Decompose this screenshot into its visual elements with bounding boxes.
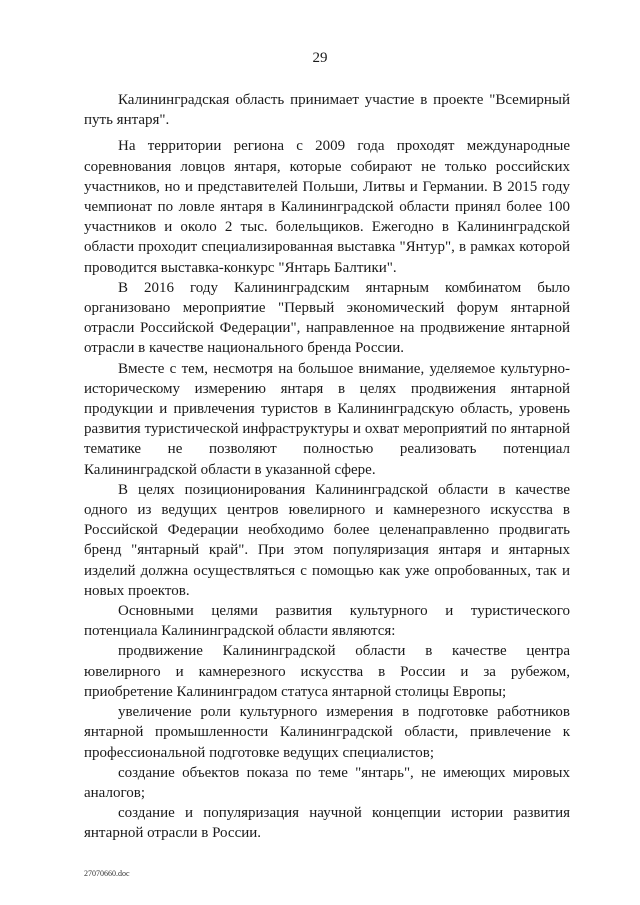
document-body (84, 90, 570, 844)
list-item: создание объектов показа по теме "янтарь", не имеющих мировых аналогов; (84, 764, 570, 801)
list-item: создание и популяризация научной концепции истории развития янтарной отрасли в России. (84, 805, 570, 842)
list-item: увеличение роли культурного измерения в подготовке работников янтарной промышленности Калининградской области, привлечение к профессиональной подготовке ведущих специалистов; (84, 704, 570, 761)
paragraph: Вместе с тем, несмотря на большое внимание, уделяемое культурно-историческому измерению янтаря в целях продвижения янтарной продукции и привлечения туристов в Калининградскую область, уровень развития туристической инфраструктуры и охват мероприятий по янтарной тематике не позволяют полностью реализовать потенциал Калининградской области в указанной сфере. (84, 360, 570, 478)
paragraph: Калининградская область принимает участие в проекте "Всемирный путь янтаря". (84, 92, 570, 129)
footer-filename: 27070660.doc (84, 869, 130, 878)
paragraph: В 2016 году Калининградским янтарным комбинатом было организовано мероприятие "Первый экономический форум янтарной отрасли Российской Федерации", направленное на продвижение янтарной отрасли в качестве национального бренда России. (84, 279, 570, 357)
page-number: 29 (312, 50, 328, 66)
paragraph: Основными целями развития культурного и туристического потенциала Калининградской области являются: (84, 603, 570, 640)
paragraph: На территории региона с 2009 года проходят международные соревнования ловцов янтаря, которые собирают не только российских участников, но и представителей Польши, Литвы и Германии. В 2015 году чемпионат по ловле янтаря в Калининградской области принял более 100 участников и около 2 тыс. болельщиков. Ежегодно в Калининградской области проходит специализированная выставка "Янтур", в рамках которой проводится выставка-конкурс "Янтарь Балтики". (84, 138, 570, 276)
paragraph: В целях позиционирования Калининградской области в качестве одного из ведущих центров ювелирного и камнерезного искусства в Российской Федерации необходимо более целенаправленно продвигать бренд "янтарный край". При этом популяризация янтаря и янтарных изделий должна осуществляться с помощью как уже опробованных, так и новых проектов. (84, 481, 570, 599)
list-item: продвижение Калининградской области в качестве центра ювелирного и камнерезного искусства в России и за рубежом, приобретение Калининградом статуса янтарной столицы Европы; (84, 643, 570, 700)
